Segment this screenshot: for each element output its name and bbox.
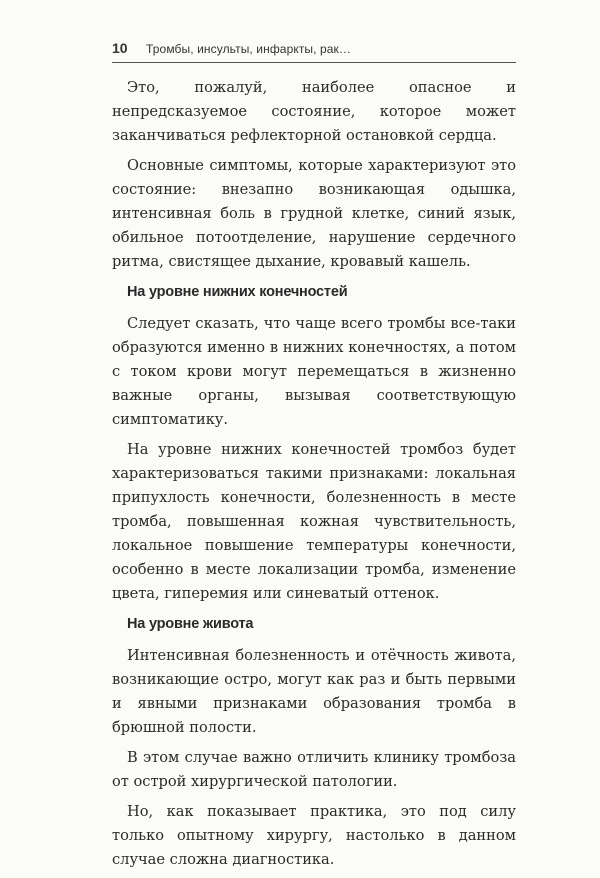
- paragraph: Но, как показывает практика, это под силу только опытному хирургу, настолько в данном случае сложна диагностика.: [112, 803, 516, 868]
- paragraph: Интенсивная болезненность и отёчность живота, возникающие остро, могут как раз и быть первыми и явными признаками образования тромба в брюшной полости.: [112, 647, 516, 736]
- paragraph: Следует сказать, что чаще всего тромбы все-таки образуются именно в нижних конечностях, а потом с током крови могут перемещаться в жизненно важные органы, вызывая соответствующую симптоматику.: [112, 315, 516, 428]
- paragraph: Основные симптомы, которые характеризуют это состояние: внезапно возникающая одышка, интенсивная боль в грудной клетке, синий язык, обильное потоотделение, нарушение сердечного ритма, свистящее дыхание, кровавый кашель.: [112, 157, 516, 270]
- running-title: Тромбы, инсульты, инфаркты, рак…: [146, 42, 352, 56]
- paragraph: Это, пожалуй, наиболее опасное и непредсказуемое состояние, которое может заканчиваться рефлекторной остановкой сердца.: [112, 79, 516, 144]
- paragraph: В этом случае важно отличить клинику тромбоза от острой хирургической патологии.: [112, 749, 516, 790]
- section-heading: На уровне живота: [127, 616, 254, 632]
- paragraph: На уровне нижних конечностей тромбоз будет характеризоваться такими признаками: локальная припухлость конечности, болезненность в месте тромба, повышенная кожная чувствительность, локальное повышение температуры конечности, особенно в месте локализации тромба, изменение цвета, гиперемия или синеватый оттенок.: [112, 441, 516, 602]
- page-number: 10: [112, 40, 128, 56]
- page-body: [112, 76, 516, 878]
- page-header: [112, 40, 512, 58]
- section-heading: На уровне нижних конечностей: [127, 284, 348, 300]
- header-rule: [112, 62, 516, 63]
